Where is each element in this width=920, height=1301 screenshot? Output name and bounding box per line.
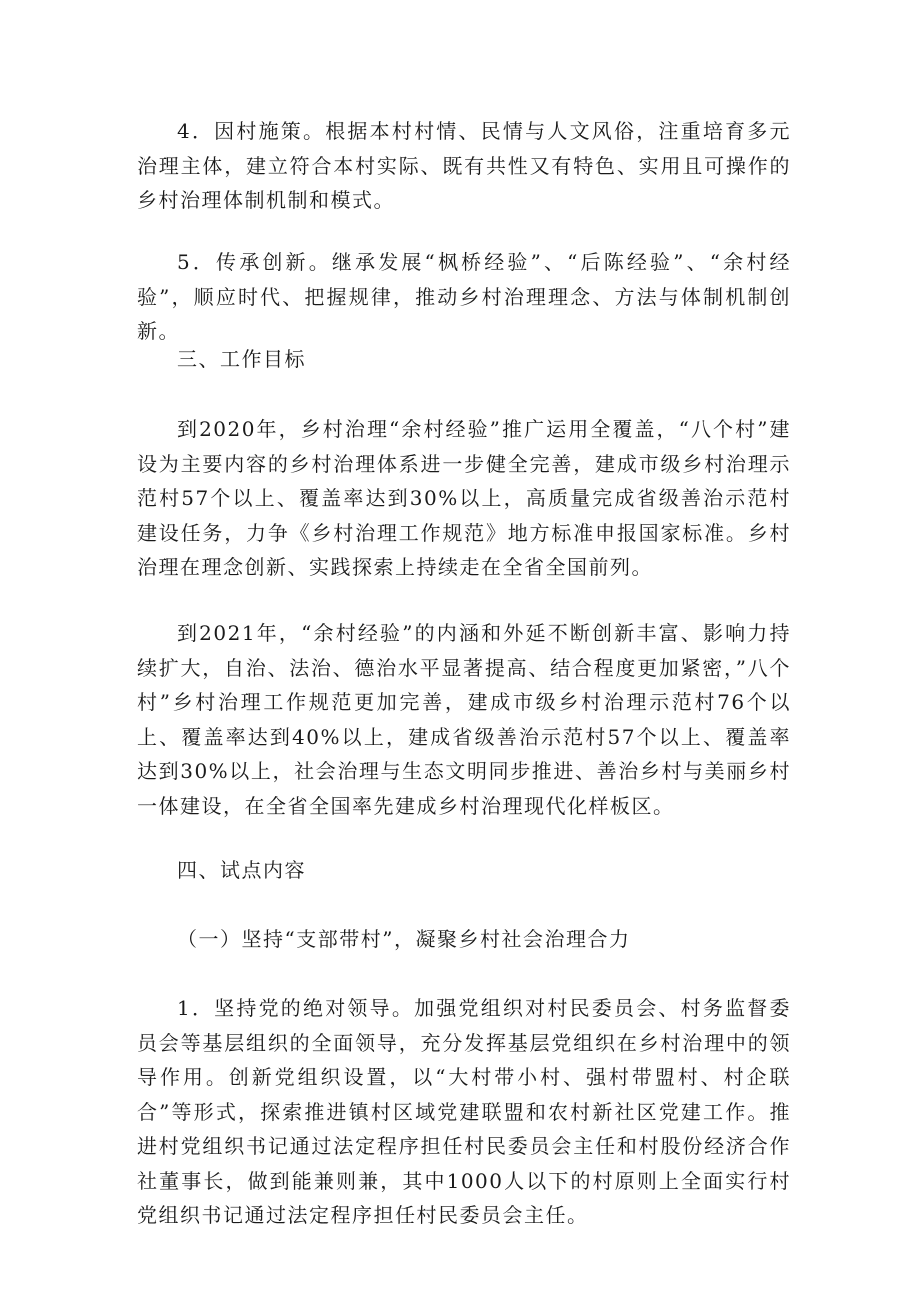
paragraph-policy-4: 4．因村施策。根据本村村情、民情与人文风俗，注重培育多元治理主体，建立符合本村实际、既有共性又有特色、实用且可操作的乡村治理体制机制和模式。 xyxy=(137,119,791,212)
section-heading-pilot-content: 四、试点内容 xyxy=(177,858,306,882)
paragraph-policy-5: 5．传承创新。继承发展“枫桥经验”、“后陈经验”、“余村经验”，顺应时代、把握规律，推动乡村治理理念、方法与体制机制创新。 xyxy=(137,250,791,343)
paragraph-goal-2020: 到2020年，乡村治理“余村经验”推广运用全覆盖，“八个村”建设为主要内容的乡村治理体系进一步健全完善，建成市级乡村治理示范村57个以上、覆盖率达到30%以上，高质量完成省级善治示范村建设任务，力争《乡村治理工作规范》地方标准申报国家标准。乡村治理在理念创新、实践探索上持续走在全省全国前列。 xyxy=(137,417,791,579)
paragraph-goal-2021: 到2021年，“余村经验”的内涵和外延不断创新丰富、影响力持续扩大，自治、法治、德治水平显著提高、结合程度更加紧密，”八个村”乡村治理工作规范更加完善，建成市级乡村治理示范村76个以上、覆盖率达到40%以上，建成省级善治示范村57个以上、覆盖率达到30%以上，社会治理与生态文明同步推进、善治乡村与美丽乡村一体建设，在全省全国率先建成乡村治理现代化样板区。 xyxy=(137,621,791,818)
subsection-heading-party-leads-village: （一）坚持“支部带村”，凝聚乡村社会治理合力 xyxy=(177,927,631,951)
paragraph-party-leadership: 1．坚持党的绝对领导。加强党组织对村民委员会、村务监督委员会等基层组织的全面领导，充分发挥基层党组织在乡村治理中的领导作用。创新党组织设置，以“大村带小村、强村带盟村、村企联合”等形式，探索推进镇村区域党建联盟和农村新社区党建工作。推进村党组织书记通过法定程序担任村民委员会主任和村股份经济合作社董事长，做到能兼则兼，其中1000人以下的村原则上全面实行村党组织书记通过法定程序担任村民委员会主任。 xyxy=(137,996,791,1227)
section-heading-work-goals: 三、工作目标 xyxy=(177,347,306,371)
